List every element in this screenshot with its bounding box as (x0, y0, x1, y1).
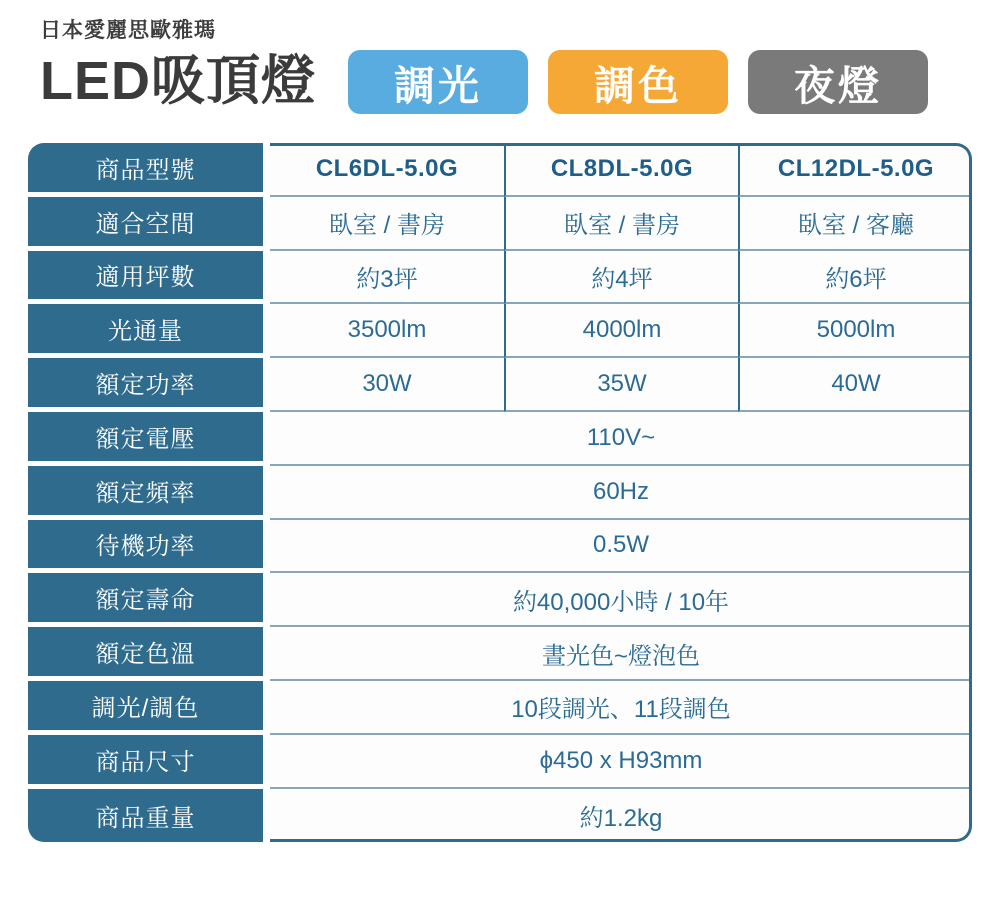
spec-label: 光通量 (28, 304, 270, 358)
spec-label: 適用坪數 (28, 251, 270, 305)
spec-value-span: 10段調光、11段調色 (270, 681, 972, 735)
spec-label: 待機功率 (28, 520, 270, 574)
spec-value: 40W (738, 358, 972, 412)
spec-value: 約4坪 (504, 251, 738, 305)
spec-label: 額定電壓 (28, 412, 270, 466)
spec-value: 臥室 / 書房 (270, 197, 504, 251)
spec-value-span: 約40,000小時 / 10年 (270, 573, 972, 627)
spec-table (28, 143, 972, 842)
model-cell: CL8DL-5.0G (504, 143, 738, 197)
spec-label: 調光/調色 (28, 681, 270, 735)
spec-value: 5000lm (738, 304, 972, 358)
spec-label: 額定色溫 (28, 627, 270, 681)
page-title: LED吸頂燈 (40, 51, 316, 112)
spec-value-span: 晝光色~燈泡色 (270, 627, 972, 681)
spec-value: 臥室 / 書房 (504, 197, 738, 251)
title-row (40, 50, 1000, 114)
spec-value-span: 60Hz (270, 466, 972, 520)
spec-label: 額定頻率 (28, 466, 270, 520)
spec-label: 商品重量 (28, 789, 270, 843)
brand-text: 日本愛麗思歐雅瑪 (40, 19, 216, 42)
spec-label: 商品尺寸 (28, 735, 270, 789)
spec-label: 額定功率 (28, 358, 270, 412)
header (0, 0, 1000, 114)
spec-value: 3500lm (270, 304, 504, 358)
spec-value: 臥室 / 客廳 (738, 197, 972, 251)
feature-badges (348, 50, 928, 114)
model-cell: CL6DL-5.0G (270, 143, 504, 197)
spec-value: 35W (504, 358, 738, 412)
spec-value-span: ϕ450 x H93mm (270, 735, 972, 789)
spec-value-span: 0.5W (270, 520, 972, 574)
spec-value: 約6坪 (738, 251, 972, 305)
badge-color-tuning: 調色 (548, 50, 728, 114)
spec-label-model: 商品型號 (28, 143, 270, 197)
spec-value: 4000lm (504, 304, 738, 358)
spec-value-span: 約1.2kg (270, 789, 972, 843)
model-cell: CL12DL-5.0G (738, 143, 972, 197)
spec-label: 適合空間 (28, 197, 270, 251)
spec-value: 30W (270, 358, 504, 412)
spec-label: 額定壽命 (28, 573, 270, 627)
badge-night-light: 夜燈 (748, 50, 928, 114)
badge-dimming: 調光 (348, 50, 528, 114)
spec-value-span: 110V~ (270, 412, 972, 466)
spec-value: 約3坪 (270, 251, 504, 305)
